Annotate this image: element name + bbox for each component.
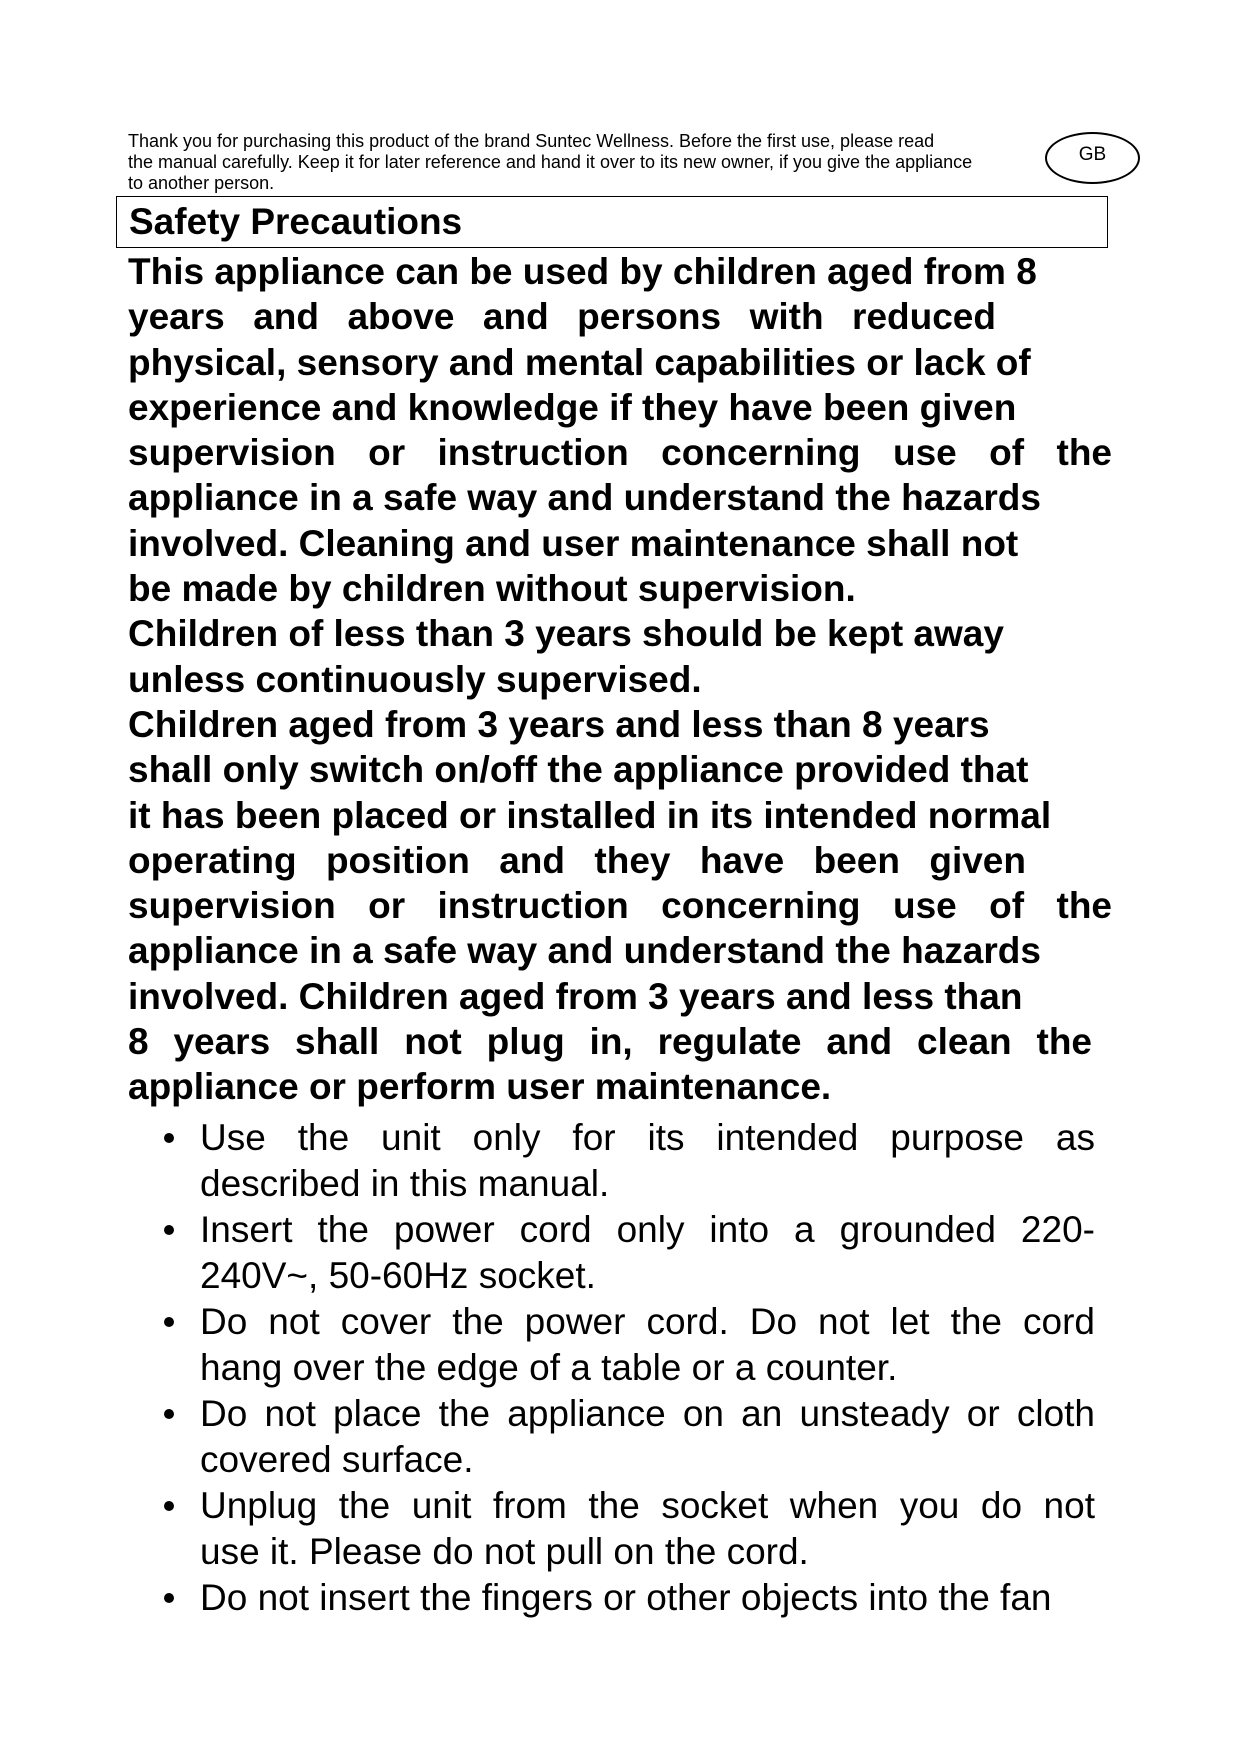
warning-line: physical, sensory and mental capabilities or lack of bbox=[128, 341, 1031, 383]
bullet-icon bbox=[164, 1317, 174, 1327]
warning-line: be made by children without supervision. bbox=[128, 568, 856, 610]
warning-line: appliance or perform user maintenance. bbox=[128, 1066, 832, 1108]
precautions-list bbox=[160, 1115, 1095, 1621]
list-item-line: use it. Please do not pull on the cord. bbox=[200, 1531, 809, 1572]
bullet-icon bbox=[164, 1409, 174, 1419]
warning-line: This appliance can be used by children aged from 8 bbox=[128, 251, 1037, 292]
list-item bbox=[160, 1391, 1095, 1483]
warning-line: experience and knowledge if they have been given bbox=[128, 386, 1017, 428]
warning-line: involved. Children aged from 3 years and less than bbox=[128, 975, 1023, 1017]
warning-line: appliance in a safe way and understand the hazards bbox=[128, 930, 1041, 972]
intro-line: Thank you for purchasing this product of the brand Suntec Wellness. Before the first use, please read bbox=[128, 131, 935, 151]
list-item-line: Do not cover the power cord. Do not let the cord bbox=[200, 1301, 1095, 1342]
bullet-icon bbox=[164, 1225, 174, 1235]
warning-line: shall only switch on/off the appliance provided that bbox=[128, 749, 1029, 791]
warning-line: Children aged from 3 years and less than 8 years bbox=[128, 703, 990, 745]
section-title: Safety Precautions bbox=[129, 201, 463, 242]
list-item-line: described in this manual. bbox=[200, 1163, 610, 1204]
intro-text bbox=[128, 131, 1058, 194]
list-item bbox=[160, 1483, 1095, 1575]
list-item bbox=[160, 1299, 1095, 1391]
list-item-line: Use the unit only for its intended purpose as bbox=[200, 1117, 1095, 1158]
list-item-line: 240V~, 50-60Hz socket. bbox=[200, 1255, 596, 1296]
list-item-line: hang over the edge of a table or a counter. bbox=[200, 1347, 898, 1388]
warning-line: Children of less than 3 years should be kept away bbox=[128, 613, 1004, 655]
warning-line: unless continuously supervised. bbox=[128, 658, 702, 700]
list-item-line: covered surface. bbox=[200, 1439, 474, 1480]
bullet-icon bbox=[164, 1593, 174, 1603]
warning-line: 8 years shall not plug in, regulate and clean the bbox=[128, 1021, 1092, 1063]
warning-line: years and above and persons with reduced bbox=[128, 296, 996, 338]
list-item-line: Do not insert the fingers or other objects into the fan bbox=[200, 1577, 1052, 1618]
warning-line: involved. Cleaning and user maintenance shall not bbox=[128, 522, 1019, 564]
warning-line: it has been placed or installed in its intended normal bbox=[128, 794, 1052, 836]
warning-line: operating position and they have been given bbox=[128, 839, 1026, 881]
list-item bbox=[160, 1575, 1095, 1621]
list-item-line: Unplug the unit from the socket when you do not bbox=[200, 1485, 1095, 1526]
intro-line: to another person. bbox=[128, 173, 275, 193]
section-header-box bbox=[116, 196, 1108, 248]
list-item-line: Insert the power cord only into a grounded 220- bbox=[200, 1209, 1095, 1250]
warning-line: supervision or instruction concerning use of the bbox=[128, 432, 1112, 474]
list-item-line: Do not place the appliance on an unsteady or cloth bbox=[200, 1393, 1095, 1434]
language-badge: GB bbox=[1045, 132, 1140, 184]
list-item bbox=[160, 1115, 1095, 1207]
warning-line: appliance in a safe way and understand the hazards bbox=[128, 477, 1041, 519]
bullet-icon bbox=[164, 1133, 174, 1143]
safety-warning-text bbox=[128, 249, 1112, 1110]
bullet-icon bbox=[164, 1501, 174, 1511]
intro-line: the manual carefully. Keep it for later reference and hand it over to its new owner, if you give the appliance bbox=[128, 152, 973, 172]
list-item bbox=[160, 1207, 1095, 1299]
warning-line: supervision or instruction concerning use of the bbox=[128, 885, 1112, 927]
